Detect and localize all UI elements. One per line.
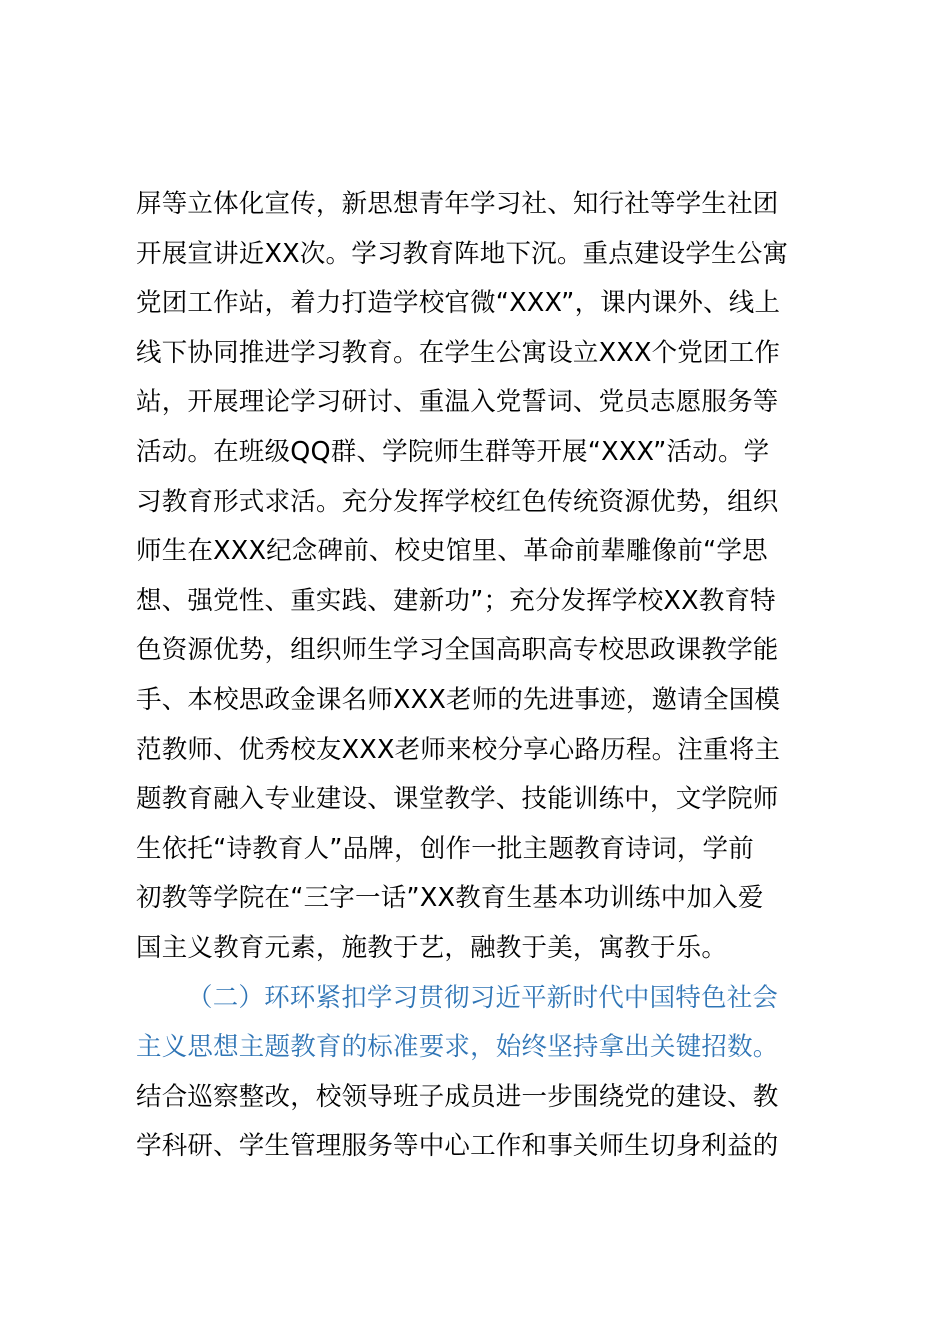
body-text-line: 师生在XXX纪念碑前、校史馆里、革命前辈雕像前“学思: [136, 536, 768, 567]
body-text-line: 屏等立体化宣传，新思想青年学习社、知行社等学生社团: [136, 189, 779, 219]
body-text-line: 国主义教育元素，施教于艺，融教于美，寓教于乐。: [136, 932, 728, 963]
body-text-line: 生依托“诗教育人”品牌，创作一批主题教育诗词，学前: [136, 833, 754, 864]
body-text-line: 党团工作站，着力打造学校官微“XXX”，课内课外、线上: [136, 288, 781, 319]
body-text-line: 结合巡察整改，校领导班子成员进一步围绕党的建设、教: [136, 1081, 779, 1112]
body-text-line: 线下协同推进学习教育。在学生公寓设立XXX个党团工作: [136, 337, 781, 368]
body-text-line: 色资源优势，组织师生学习全国高职高专校思政课教学能: [136, 635, 779, 666]
body-text-line: 范教师、优秀校友XXX老师来校分享心路历程。注重将主: [136, 734, 781, 765]
body-text-block: [136, 180, 856, 1172]
body-text-line: 想、强党性、重实践、建新功”；充分发挥学校XX教育特: [136, 585, 776, 616]
body-text-line: 初教等学院在“三字一话”XX教育生基本功训练中加入爱: [136, 883, 764, 914]
body-text-line: 习教育形式求活。充分发挥学校红色传统资源优势，组织: [136, 486, 779, 517]
body-text-line: 开展宣讲近XX次。学习教育阵地下沉。重点建设学生公寓: [136, 238, 789, 269]
body-text-line: 学科研、学生管理服务等中心工作和事关师生切身利益的: [136, 1131, 779, 1162]
body-text-line: 活动。在班级QQ群、学院师生群等开展“XXX”活动。学: [136, 436, 770, 467]
body-text-line: 题教育融入专业建设、课堂教学、技能训练中，文学院师: [136, 784, 779, 815]
section-heading-line: （二）环环紧扣学习贯彻习近平新时代中国特色社会: [187, 982, 779, 1013]
body-text-line: 站，开展理论学习研讨、重温入党誓词、党员志愿服务等: [136, 387, 779, 418]
body-text-line: 手、本校思政金课名师XXX老师的先进事迹，邀请全国模: [136, 684, 781, 715]
section-heading-line: 主义思想主题教育的标准要求，始终坚持拿出关键招数。: [136, 1032, 779, 1063]
